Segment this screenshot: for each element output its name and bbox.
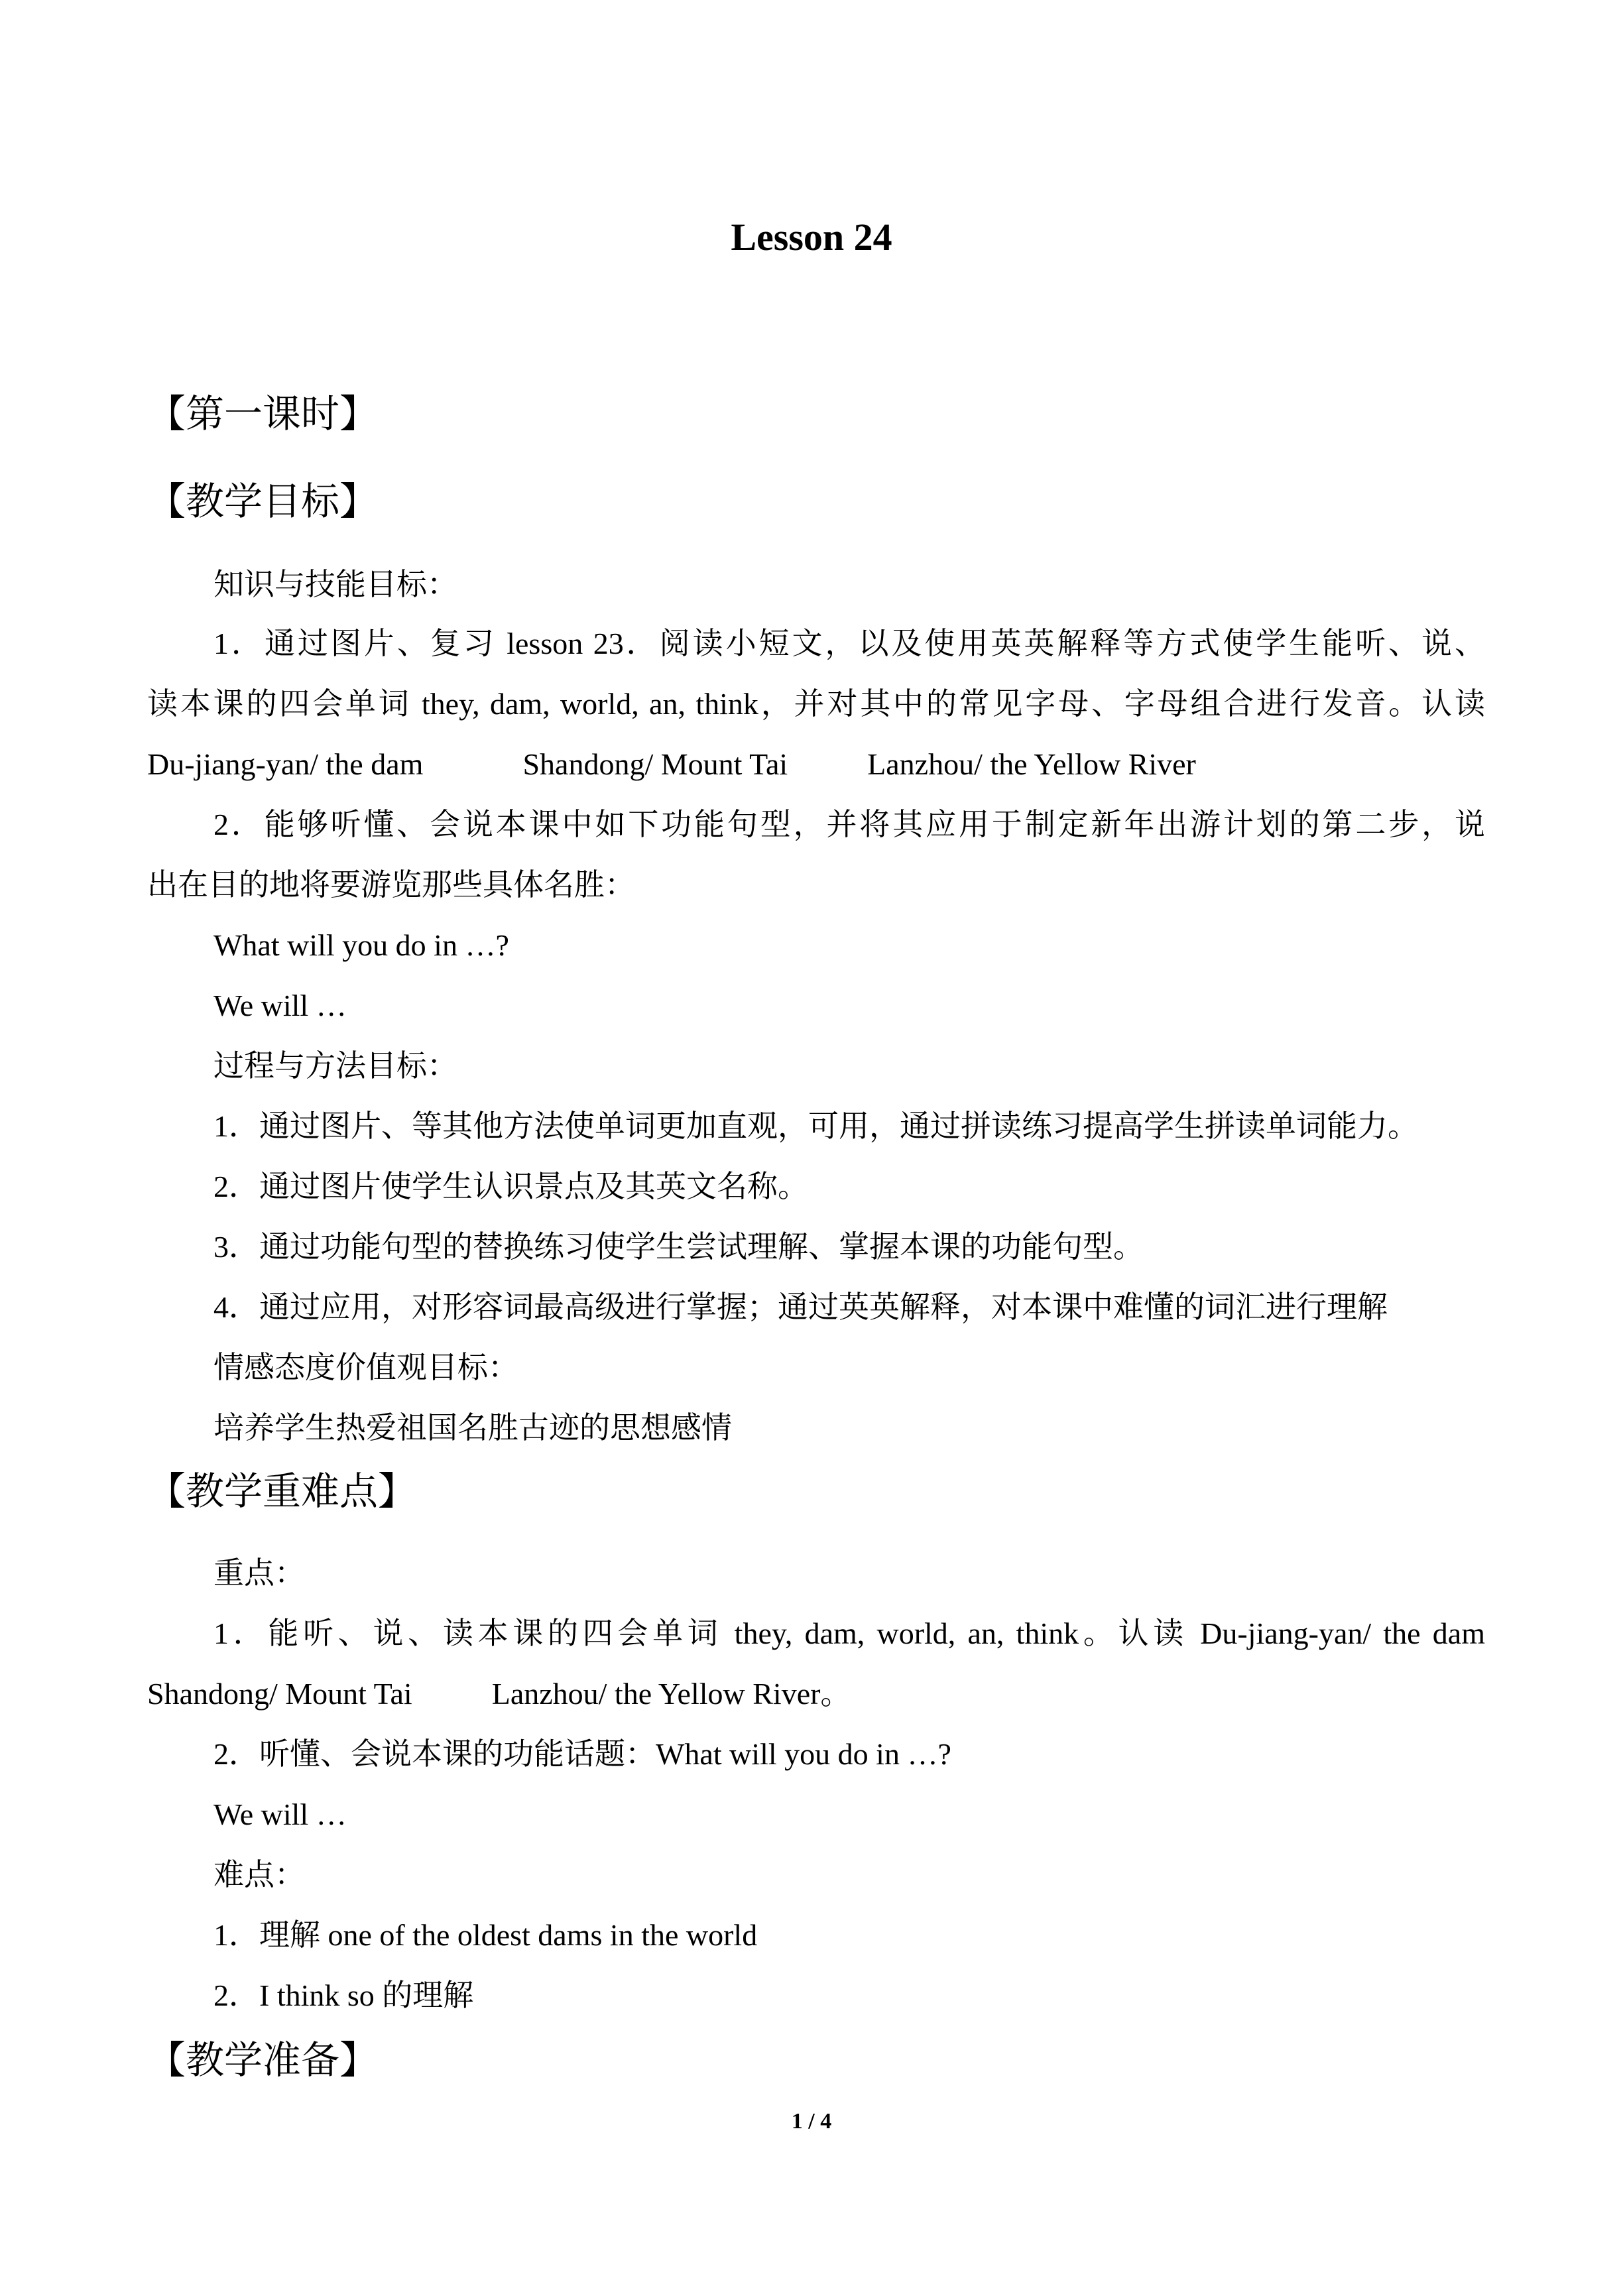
- process-method-heading: 过程与方法目标：: [213, 1049, 457, 1083]
- objective-k1-line2: 读本课的四会单词 they, dam, world, an, think，并对其中的常见字母、字母组合进行发音。认读: [147, 687, 1485, 721]
- focus-heading: 重点：: [213, 1556, 305, 1590]
- objective-k1-line1: 1．通过图片、复习 lesson 23．阅读小短文，以及使用英英解释等方式使学生能听、说、: [213, 627, 1485, 660]
- landmark-dujiangyan: Du-jiang-yan/ the dam: [147, 747, 424, 781]
- process-objective-4: 4．通过应用，对形容词最高级进行掌握；通过英英解释，对本课中难懂的词汇进行理解: [213, 1290, 1388, 1324]
- difficulty-point-1: 1．理解 one of the oldest dams in the world: [213, 1918, 758, 1952]
- focus-point-2: 2．听懂、会说本课的功能话题：What will you do in …?: [213, 1737, 951, 1771]
- focus-point-1-line2: [147, 1673, 851, 1715]
- process-objective-2: 2．通过图片使学生认识景点及其英文名称。: [213, 1170, 808, 1203]
- difficulty-heading: 难点：: [213, 1858, 305, 1892]
- focus-landmark-yellow-river: Lanzhou/ the Yellow River。: [491, 1677, 851, 1711]
- process-objective-3: 3．通过功能句型的替换练习使学生尝试理解、掌握本课的功能句型。: [213, 1230, 1144, 1264]
- difficulty-point-2: 2．I think so 的理解: [213, 1978, 474, 2012]
- function-pattern-answer: We will …: [213, 989, 347, 1022]
- objective-k1-line3: [147, 743, 1196, 786]
- focus-point-1-line1: 1．能听、说、读本课的四会单词 they, dam, world, an, think。认读 Du-jiang-yan/ the dam: [213, 1616, 1485, 1650]
- knowledge-skills-heading: 知识与技能目标：: [213, 568, 457, 601]
- emotion-heading: 情感态度价值观目标：: [213, 1351, 518, 1384]
- focus-point-2-answer: We will …: [213, 1797, 347, 1831]
- landmark-mount-tai: Shandong/ Mount Tai: [522, 747, 788, 781]
- landmark-yellow-river: Lanzhou/ the Yellow River: [867, 747, 1196, 781]
- process-objective-1: 1．通过图片、等其他方法使单词更加直观，可用，通过拼读练习提高学生拼读单词能力。: [213, 1109, 1418, 1143]
- emotion-objective: 培养学生热爱祖国名胜古迹的思想感情: [213, 1411, 732, 1445]
- document-title: Lesson 24: [731, 215, 892, 259]
- function-pattern-question: What will you do in …?: [213, 928, 509, 962]
- focus-landmark-mount-tai: Shandong/ Mount Tai: [147, 1677, 412, 1711]
- section-heading-objectives: 【教学目标】: [147, 480, 379, 523]
- objective-k2-line2: 出在目的地将要游览那些具体名胜：: [147, 868, 635, 902]
- section-heading-key-points: 【教学重难点】: [147, 1470, 417, 1513]
- section-heading-period: 【第一课时】: [147, 393, 379, 436]
- section-heading-preparation: 【教学准备】: [147, 2039, 379, 2082]
- page-number: 1 / 4: [791, 2109, 832, 2134]
- objective-k2-line1: 2．能够听懂、会说本课中如下功能句型，并将其应用于制定新年出游计划的第二步，说: [213, 808, 1485, 841]
